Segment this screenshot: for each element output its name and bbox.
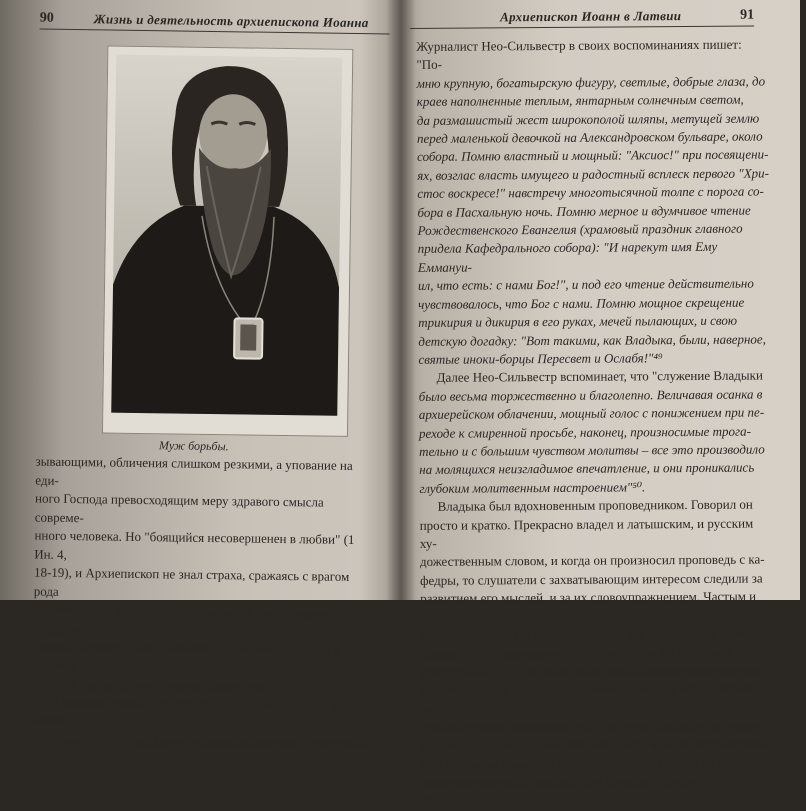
- text-line: бора в Пасхальную ночь. Помню мерное и вдумчивое чтение: [417, 202, 751, 220]
- paragraph-preacher: [419, 496, 773, 811]
- text-line: федры, то слушатели с захватывающим интересом следили за: [419, 570, 763, 588]
- text-line: Далее Нео-Сильвестр вспоминает, что "служение Владыки: [436, 367, 763, 386]
- text-line: Рождественского Евангелия (храмовый праздник главного: [417, 220, 743, 238]
- photo-caption: Муж борьбы.: [158, 438, 229, 454]
- text-line: употреблено. Для Владыки было очень характерно неудержи-: [420, 662, 764, 680]
- text-line: просто и кратко. Прекрасно владел и латышским, и русским ху-: [419, 515, 754, 551]
- text-line: ление допущенной ошибки. Сам Владыка говорил о себе: "Борь-: [421, 772, 742, 809]
- left-running-title: Жизнь и деятельность архиепископа Иоанна: [93, 11, 369, 31]
- text-line: Владыка был вдохновенным проповедником. Говорил он: [437, 496, 753, 514]
- text-line: человеческого до последних мгновений своей жизни. Недаром: [33, 601, 330, 636]
- text-line: архиерейском облачении, мощный голос с понижением при пе-: [418, 404, 765, 423]
- text-line: 18-19), и Архиепископ не знал страха, сражаясь с врагом рода: [33, 564, 350, 599]
- text-line: русский народ прозвал "новым Златоустом".: [32, 675, 279, 694]
- right-body-text: [416, 35, 773, 811]
- text-line: зывающими, обличения слишком резкими, а упование на еди-: [35, 453, 353, 488]
- text-line: детскую догадку: "Вот такими, как Владыка, были, наверное,: [418, 330, 766, 349]
- right-page-number: 91: [740, 7, 755, 23]
- paragraph-service-description: [419, 367, 772, 498]
- portrait-photo-frame: [102, 46, 353, 437]
- portrait-photo: [111, 55, 342, 416]
- text-line: собора. Помню властный и мощный: "Аксиос!" при посвящени-: [417, 146, 769, 165]
- text-line: ях, возглас власть имущего и радостный всплеск первого "Хри-: [417, 165, 770, 183]
- text-line: стос воскресе!" навстречу многотысячной толпе с порога со-: [417, 183, 764, 202]
- text-line: святые иноки-борцы Пересвет и Ослабя!"⁴⁹: [418, 350, 663, 367]
- text-line: перед маленькой девочкой на Александровском бульваре, около: [416, 128, 763, 146]
- text-line: В иерархе слились русская богословская культура и наблю-: [31, 694, 338, 729]
- text-line: краев наполненные теплым, янтарным солнечным светом,: [416, 91, 744, 110]
- text-line: было весьма торжественно и благолепно. Величавая осанка в: [418, 386, 763, 404]
- text-line: ил, что есть: с нами Бог!", и под его чтение действительно: [417, 275, 754, 294]
- text-line: дательность с латышскими трудоспособностью и упорством: [31, 731, 368, 751]
- text-line: ной неправды и вызвать мир на осознание греха и на исправ-: [421, 754, 761, 772]
- text-line: тельно и с большим чувством молитвы – все это производило: [419, 441, 765, 459]
- text-line: ного Господа превосходящим меру здравого смысла совреме-: [34, 490, 324, 525]
- text-line: правды". Это оригинальное выражение им же впервые и было: [420, 643, 766, 662]
- text-line: святой Патриарх Тихон называл его "мужем борьбы", а простой: [32, 638, 340, 673]
- right-page-header: [410, 2, 754, 29]
- text-line: Журналист Нео-Сильвестр в своих воспоминаниях пишет: "По-: [416, 36, 742, 73]
- text-line: дожественным словом, и когда он произносил проповедь с ка-: [419, 551, 765, 570]
- text-line: придела Кафедрального собора): "И нарекут имя Ему Еммануи-: [417, 239, 718, 275]
- text-line: чувствовалось, что Бог с нами. Помню мощное скрещение: [418, 294, 745, 312]
- text-line: нного человека. Но "боящийся несовершенен в любви" (1 Ин. 4,: [34, 527, 355, 562]
- right-page: [402, 0, 804, 809]
- text-line: реходе к смиренной просьбе, наконец, произносимые трога-: [418, 423, 751, 441]
- left-page-number: 90: [39, 10, 54, 26]
- left-page-header: [40, 5, 390, 35]
- paragraph-memoir-quote: [416, 35, 770, 369]
- text-line: да размашистый жест широкополой шляпы, метущей землю: [416, 110, 760, 128]
- text-line: мое стремление к правде и искание ее. Всякая обида, всякая не-: [420, 680, 755, 717]
- left-body-text: [32, 453, 372, 754]
- right-running-title: Архиепископ Иоанн в Латвии: [500, 8, 682, 25]
- text-line: мню крупную, богатырскую фигуру, светлые, добрые глаза, до: [416, 73, 766, 91]
- text-line: бимым мотивом его проповедей был так называемый "фронт: [420, 625, 759, 643]
- text-line: правда глубоко возмущали его, и он готов был идти на подвиг: [421, 717, 765, 735]
- text-line: трикирия и дикирия в его руках, мечей пылающих, и свою: [418, 312, 738, 330]
- text-line: развитием его мыслей, и за их словоупражнением. Частым и лю-: [420, 588, 757, 625]
- text-line: глубоким молитвенным настроением"⁵⁰.: [419, 479, 646, 496]
- text-line: и на жертву, чтобы только показать миру всю мерзость содеян-: [421, 735, 770, 754]
- left-page: [0, 0, 400, 751]
- portrait-illustration: [111, 55, 342, 416]
- text-line: на молящихся неизгладимое впечатление, и они проникались: [419, 459, 755, 478]
